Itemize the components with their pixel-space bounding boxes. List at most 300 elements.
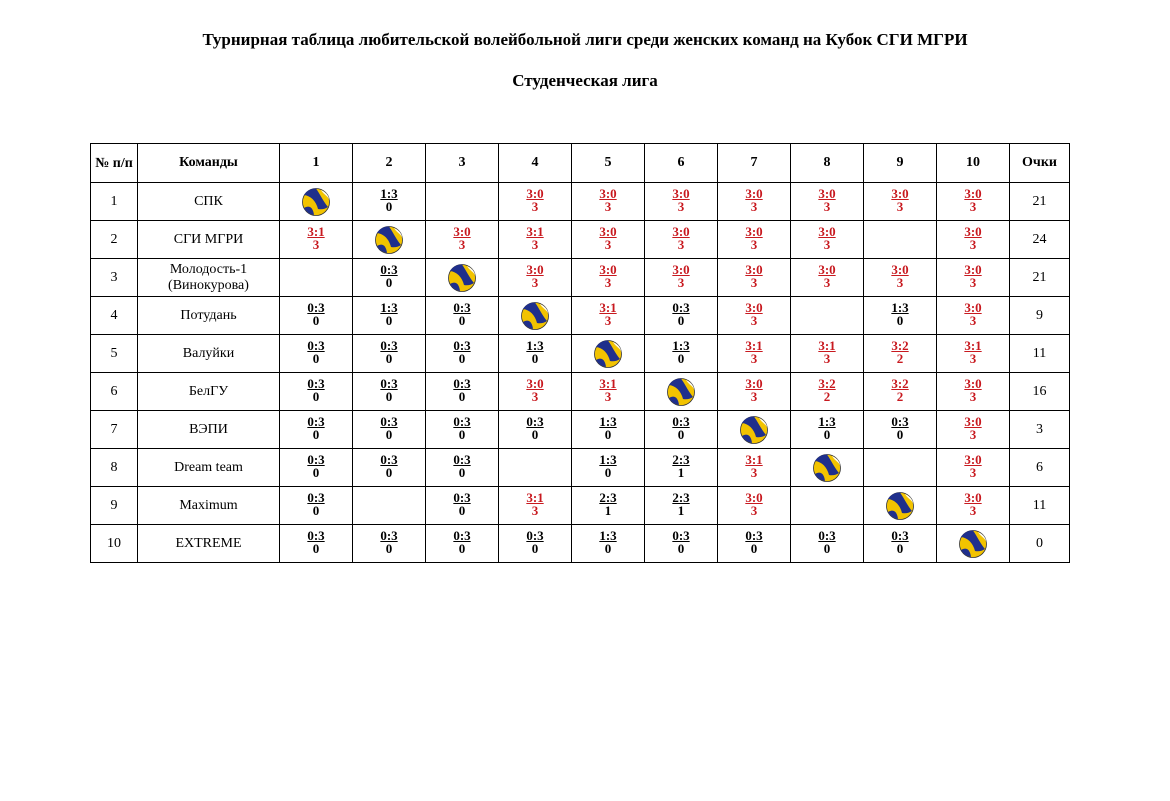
match-points: 3 xyxy=(750,275,758,290)
match-points: 0 xyxy=(531,541,539,556)
match-points: 3 xyxy=(604,199,612,214)
volleyball-icon xyxy=(593,339,623,369)
match-points: 3 xyxy=(969,427,977,442)
set-score: 3:1 xyxy=(599,376,617,391)
set-score: 0:3 xyxy=(453,452,471,467)
match-points: 0 xyxy=(677,541,685,556)
match-result-cell xyxy=(280,297,353,335)
match-result xyxy=(599,377,616,403)
match-result-cell xyxy=(572,259,645,297)
match-points: 3 xyxy=(969,199,977,214)
row-number: 7 xyxy=(91,411,138,449)
match-result xyxy=(599,491,616,517)
match-points: 0 xyxy=(385,275,393,290)
match-result xyxy=(307,453,324,479)
match-result xyxy=(964,187,981,213)
volleyball-icon xyxy=(885,491,915,521)
match-result xyxy=(453,301,470,327)
match-result-cell xyxy=(791,373,864,411)
empty-cell xyxy=(353,487,426,525)
match-result-cell xyxy=(280,335,353,373)
table-row xyxy=(91,297,1070,335)
match-points: 0 xyxy=(677,351,685,366)
set-score: 3:1 xyxy=(526,490,544,505)
match-result-cell xyxy=(499,183,572,221)
total-points: 24 xyxy=(1010,221,1070,259)
match-result-cell xyxy=(718,297,791,335)
match-points: 0 xyxy=(896,427,904,442)
set-score: 3:1 xyxy=(526,224,544,239)
match-result-cell xyxy=(791,525,864,563)
match-result xyxy=(818,225,835,251)
match-result-cell xyxy=(280,221,353,259)
set-score: 1:3 xyxy=(599,528,617,543)
match-result xyxy=(745,225,762,251)
team-name: EXTREME xyxy=(138,525,280,563)
team-name: ВЭПИ xyxy=(138,411,280,449)
match-result xyxy=(818,529,835,555)
volleyball-icon-cell xyxy=(280,183,353,221)
match-points: 3 xyxy=(750,199,758,214)
match-result xyxy=(380,263,397,289)
match-result xyxy=(599,263,616,289)
row-number: 6 xyxy=(91,373,138,411)
match-result xyxy=(672,187,689,213)
row-number: 8 xyxy=(91,449,138,487)
set-score: 0:3 xyxy=(307,300,325,315)
match-result-cell xyxy=(353,183,426,221)
match-points: 2 xyxy=(896,351,904,366)
match-result xyxy=(672,453,689,479)
set-score: 3:1 xyxy=(964,338,982,353)
set-score: 2:3 xyxy=(599,490,617,505)
match-points: 3 xyxy=(458,237,466,252)
row-number: 2 xyxy=(91,221,138,259)
match-result xyxy=(307,491,324,517)
match-result-cell xyxy=(864,259,937,297)
set-score: 3:0 xyxy=(599,262,617,277)
table-row xyxy=(91,525,1070,563)
match-result xyxy=(745,187,762,213)
row-number: 3 xyxy=(91,259,138,297)
match-result-cell xyxy=(645,335,718,373)
match-result-cell xyxy=(499,487,572,525)
match-points: 3 xyxy=(750,389,758,404)
match-result-cell xyxy=(718,259,791,297)
set-score: 0:3 xyxy=(380,414,398,429)
header-teams: Команды xyxy=(138,144,280,183)
match-result xyxy=(599,187,616,213)
match-points: 3 xyxy=(531,503,539,518)
match-result-cell xyxy=(864,183,937,221)
match-points: 0 xyxy=(458,313,466,328)
table-row xyxy=(91,487,1070,525)
match-result-cell xyxy=(353,373,426,411)
match-result xyxy=(672,263,689,289)
match-result-cell xyxy=(426,525,499,563)
volleyball-icon-cell xyxy=(937,525,1010,563)
set-score: 1:3 xyxy=(891,300,909,315)
match-result xyxy=(526,187,543,213)
match-result xyxy=(745,529,762,555)
match-result xyxy=(745,263,762,289)
team-name: БелГУ xyxy=(138,373,280,411)
set-score: 3:0 xyxy=(818,224,836,239)
match-result xyxy=(453,225,470,251)
set-score: 0:3 xyxy=(307,414,325,429)
match-result-cell xyxy=(937,335,1010,373)
match-points: 3 xyxy=(823,237,831,252)
volleyball-icon xyxy=(447,263,477,293)
match-points: 0 xyxy=(458,427,466,442)
match-points: 0 xyxy=(385,465,393,480)
set-score: 0:3 xyxy=(380,376,398,391)
set-score: 3:0 xyxy=(891,186,909,201)
match-points: 3 xyxy=(604,237,612,252)
team-name: Молодость-1 (Винокурова) xyxy=(138,259,280,297)
set-score: 0:3 xyxy=(526,528,544,543)
match-result-cell xyxy=(937,411,1010,449)
set-score: 3:0 xyxy=(745,224,763,239)
match-points: 0 xyxy=(823,427,831,442)
match-result xyxy=(599,529,616,555)
set-score: 0:3 xyxy=(307,528,325,543)
header-col: 10 xyxy=(937,144,1010,183)
set-score: 1:3 xyxy=(526,338,544,353)
volleyball-icon xyxy=(739,415,769,445)
match-points: 0 xyxy=(896,313,904,328)
match-result-cell xyxy=(426,221,499,259)
set-score: 0:3 xyxy=(818,528,836,543)
header-col: 5 xyxy=(572,144,645,183)
match-result xyxy=(453,529,470,555)
match-result-cell xyxy=(280,525,353,563)
set-score: 0:3 xyxy=(672,528,690,543)
match-result xyxy=(526,263,543,289)
page-title: Турнирная таблица любительской волейбольной лиги среди женских команд на Кубок СГИ МГРИ xyxy=(202,30,968,49)
set-score: 3:0 xyxy=(745,186,763,201)
match-points: 0 xyxy=(385,541,393,556)
match-points: 3 xyxy=(969,313,977,328)
match-points: 0 xyxy=(385,313,393,328)
team-name: Валуйки xyxy=(138,335,280,373)
set-score: 0:3 xyxy=(672,414,690,429)
match-result-cell xyxy=(937,449,1010,487)
match-result-cell xyxy=(718,373,791,411)
match-result-cell xyxy=(937,259,1010,297)
empty-cell xyxy=(864,221,937,259)
volleyball-icon-cell xyxy=(572,335,645,373)
match-points: 0 xyxy=(385,427,393,442)
match-points: 3 xyxy=(969,465,977,480)
match-points: 0 xyxy=(312,427,320,442)
row-number: 5 xyxy=(91,335,138,373)
match-result-cell xyxy=(864,525,937,563)
volleyball-icon-cell xyxy=(353,221,426,259)
total-points: 21 xyxy=(1010,259,1070,297)
match-points: 0 xyxy=(604,541,612,556)
match-result-cell xyxy=(937,297,1010,335)
row-number: 1 xyxy=(91,183,138,221)
volleyball-icon xyxy=(374,225,404,255)
volleyball-icon xyxy=(958,529,988,559)
row-number: 4 xyxy=(91,297,138,335)
match-result xyxy=(380,529,397,555)
table-row xyxy=(91,221,1070,259)
match-points: 0 xyxy=(604,465,612,480)
empty-cell xyxy=(499,449,572,487)
match-result xyxy=(526,529,543,555)
match-result xyxy=(380,453,397,479)
match-result xyxy=(964,453,981,479)
match-result-cell xyxy=(353,259,426,297)
match-points: 0 xyxy=(458,389,466,404)
table-row xyxy=(91,183,1070,221)
table-row xyxy=(91,411,1070,449)
match-result xyxy=(599,225,616,251)
set-score: 3:0 xyxy=(964,224,982,239)
set-score: 3:0 xyxy=(672,186,690,201)
match-result-cell xyxy=(645,525,718,563)
team-name: СПК xyxy=(138,183,280,221)
set-score: 3:0 xyxy=(818,262,836,277)
match-result xyxy=(307,301,324,327)
volleyball-icon-cell xyxy=(426,259,499,297)
match-points: 1 xyxy=(604,503,612,518)
match-result xyxy=(891,263,908,289)
match-result-cell xyxy=(572,183,645,221)
table-row xyxy=(91,259,1070,297)
set-score: 0:3 xyxy=(307,490,325,505)
set-score: 3:0 xyxy=(599,224,617,239)
set-score: 3:0 xyxy=(818,186,836,201)
match-points: 3 xyxy=(531,199,539,214)
match-result-cell xyxy=(572,297,645,335)
set-score: 0:3 xyxy=(453,490,471,505)
volleyball-icon-cell xyxy=(718,411,791,449)
set-score: 3:0 xyxy=(964,186,982,201)
match-points: 0 xyxy=(385,389,393,404)
match-result xyxy=(307,377,324,403)
match-result xyxy=(599,453,616,479)
set-score: 3:0 xyxy=(599,186,617,201)
set-score: 3:1 xyxy=(599,300,617,315)
match-points: 3 xyxy=(604,389,612,404)
match-result xyxy=(380,301,397,327)
match-result-cell xyxy=(499,259,572,297)
set-score: 0:3 xyxy=(380,338,398,353)
match-result-cell xyxy=(353,449,426,487)
match-result-cell xyxy=(864,411,937,449)
row-number: 9 xyxy=(91,487,138,525)
match-points: 3 xyxy=(531,275,539,290)
standings-table xyxy=(90,143,1070,563)
set-score: 3:0 xyxy=(745,262,763,277)
match-points: 3 xyxy=(750,313,758,328)
match-points: 3 xyxy=(969,351,977,366)
match-points: 3 xyxy=(312,237,320,252)
total-points: 11 xyxy=(1010,335,1070,373)
match-result xyxy=(672,415,689,441)
set-score: 3:1 xyxy=(307,224,325,239)
match-points: 3 xyxy=(823,351,831,366)
header-col: 2 xyxy=(353,144,426,183)
match-points: 0 xyxy=(312,503,320,518)
match-result-cell xyxy=(645,259,718,297)
match-result xyxy=(672,529,689,555)
match-points: 3 xyxy=(604,313,612,328)
match-result xyxy=(745,453,762,479)
match-result-cell xyxy=(426,411,499,449)
set-score: 3:0 xyxy=(453,224,471,239)
match-result-cell xyxy=(864,373,937,411)
match-points: 3 xyxy=(969,503,977,518)
match-result xyxy=(307,225,324,251)
match-result-cell xyxy=(718,487,791,525)
match-result-cell xyxy=(426,373,499,411)
total-points: 21 xyxy=(1010,183,1070,221)
match-points: 3 xyxy=(750,465,758,480)
match-result-cell xyxy=(791,411,864,449)
match-result-cell xyxy=(937,183,1010,221)
header-col: 7 xyxy=(718,144,791,183)
total-points: 9 xyxy=(1010,297,1070,335)
empty-cell xyxy=(864,449,937,487)
match-result xyxy=(891,415,908,441)
set-score: 1:3 xyxy=(599,452,617,467)
match-result xyxy=(818,263,835,289)
match-result xyxy=(964,263,981,289)
set-score: 3:0 xyxy=(964,300,982,315)
total-points: 3 xyxy=(1010,411,1070,449)
volleyball-icon-cell xyxy=(645,373,718,411)
header-num: № п/п xyxy=(91,144,138,183)
set-score: 0:3 xyxy=(672,300,690,315)
match-result-cell xyxy=(718,221,791,259)
match-result xyxy=(526,491,543,517)
set-score: 0:3 xyxy=(453,338,471,353)
match-result xyxy=(818,339,835,365)
match-result xyxy=(672,301,689,327)
match-result-cell xyxy=(499,335,572,373)
set-score: 0:3 xyxy=(380,262,398,277)
match-result-cell xyxy=(864,297,937,335)
set-score: 2:3 xyxy=(672,452,690,467)
match-result-cell xyxy=(645,487,718,525)
set-score: 0:3 xyxy=(307,452,325,467)
match-points: 0 xyxy=(896,541,904,556)
header-col: 8 xyxy=(791,144,864,183)
match-result xyxy=(599,301,616,327)
match-result xyxy=(745,301,762,327)
set-score: 3:0 xyxy=(964,452,982,467)
match-result-cell xyxy=(718,449,791,487)
match-result xyxy=(964,339,981,365)
match-result xyxy=(453,339,470,365)
set-score: 3:2 xyxy=(891,338,909,353)
match-points: 3 xyxy=(677,275,685,290)
match-result xyxy=(380,377,397,403)
match-points: 0 xyxy=(385,351,393,366)
match-points: 0 xyxy=(458,351,466,366)
set-score: 1:3 xyxy=(818,414,836,429)
set-score: 3:1 xyxy=(818,338,836,353)
match-result xyxy=(380,339,397,365)
match-points: 0 xyxy=(677,427,685,442)
match-result-cell xyxy=(353,297,426,335)
set-score: 0:3 xyxy=(745,528,763,543)
match-points: 0 xyxy=(385,199,393,214)
match-result-cell xyxy=(572,487,645,525)
volleyball-icon-cell xyxy=(864,487,937,525)
match-points: 3 xyxy=(750,503,758,518)
match-result-cell xyxy=(718,183,791,221)
match-result xyxy=(526,415,543,441)
set-score: 3:0 xyxy=(964,490,982,505)
match-points: 3 xyxy=(531,389,539,404)
match-result-cell xyxy=(353,411,426,449)
match-result xyxy=(526,225,543,251)
table-row xyxy=(91,335,1070,373)
set-score: 0:3 xyxy=(380,452,398,467)
match-points: 0 xyxy=(312,313,320,328)
set-score: 0:3 xyxy=(453,528,471,543)
match-result-cell xyxy=(937,221,1010,259)
match-points: 0 xyxy=(531,427,539,442)
match-result xyxy=(307,339,324,365)
match-points: 3 xyxy=(750,351,758,366)
set-score: 0:3 xyxy=(307,376,325,391)
match-result-cell xyxy=(280,411,353,449)
team-name: Потудань xyxy=(138,297,280,335)
match-result-cell xyxy=(791,221,864,259)
match-result-cell xyxy=(499,221,572,259)
match-result-cell xyxy=(864,335,937,373)
set-score: 3:0 xyxy=(672,224,690,239)
set-score: 0:3 xyxy=(453,300,471,315)
set-score: 0:3 xyxy=(891,528,909,543)
match-result-cell xyxy=(426,335,499,373)
match-result xyxy=(672,225,689,251)
standings-body xyxy=(91,183,1070,563)
match-points: 0 xyxy=(604,427,612,442)
match-result-cell xyxy=(572,373,645,411)
match-result-cell xyxy=(280,373,353,411)
match-result xyxy=(891,339,908,365)
match-points: 0 xyxy=(531,351,539,366)
match-result xyxy=(745,377,762,403)
set-score: 0:3 xyxy=(453,376,471,391)
set-score: 3:0 xyxy=(672,262,690,277)
match-points: 0 xyxy=(312,465,320,480)
header-col: 4 xyxy=(499,144,572,183)
match-result xyxy=(526,339,543,365)
match-points: 3 xyxy=(969,389,977,404)
match-points: 3 xyxy=(604,275,612,290)
match-result xyxy=(964,301,981,327)
match-points: 0 xyxy=(312,541,320,556)
match-result xyxy=(891,529,908,555)
match-points: 0 xyxy=(823,541,831,556)
match-result-cell xyxy=(499,411,572,449)
match-result-cell xyxy=(572,449,645,487)
match-result-cell xyxy=(937,487,1010,525)
volleyball-icon xyxy=(520,301,550,331)
header-col: 6 xyxy=(645,144,718,183)
match-result-cell xyxy=(280,449,353,487)
match-result xyxy=(307,529,324,555)
match-result xyxy=(964,491,981,517)
